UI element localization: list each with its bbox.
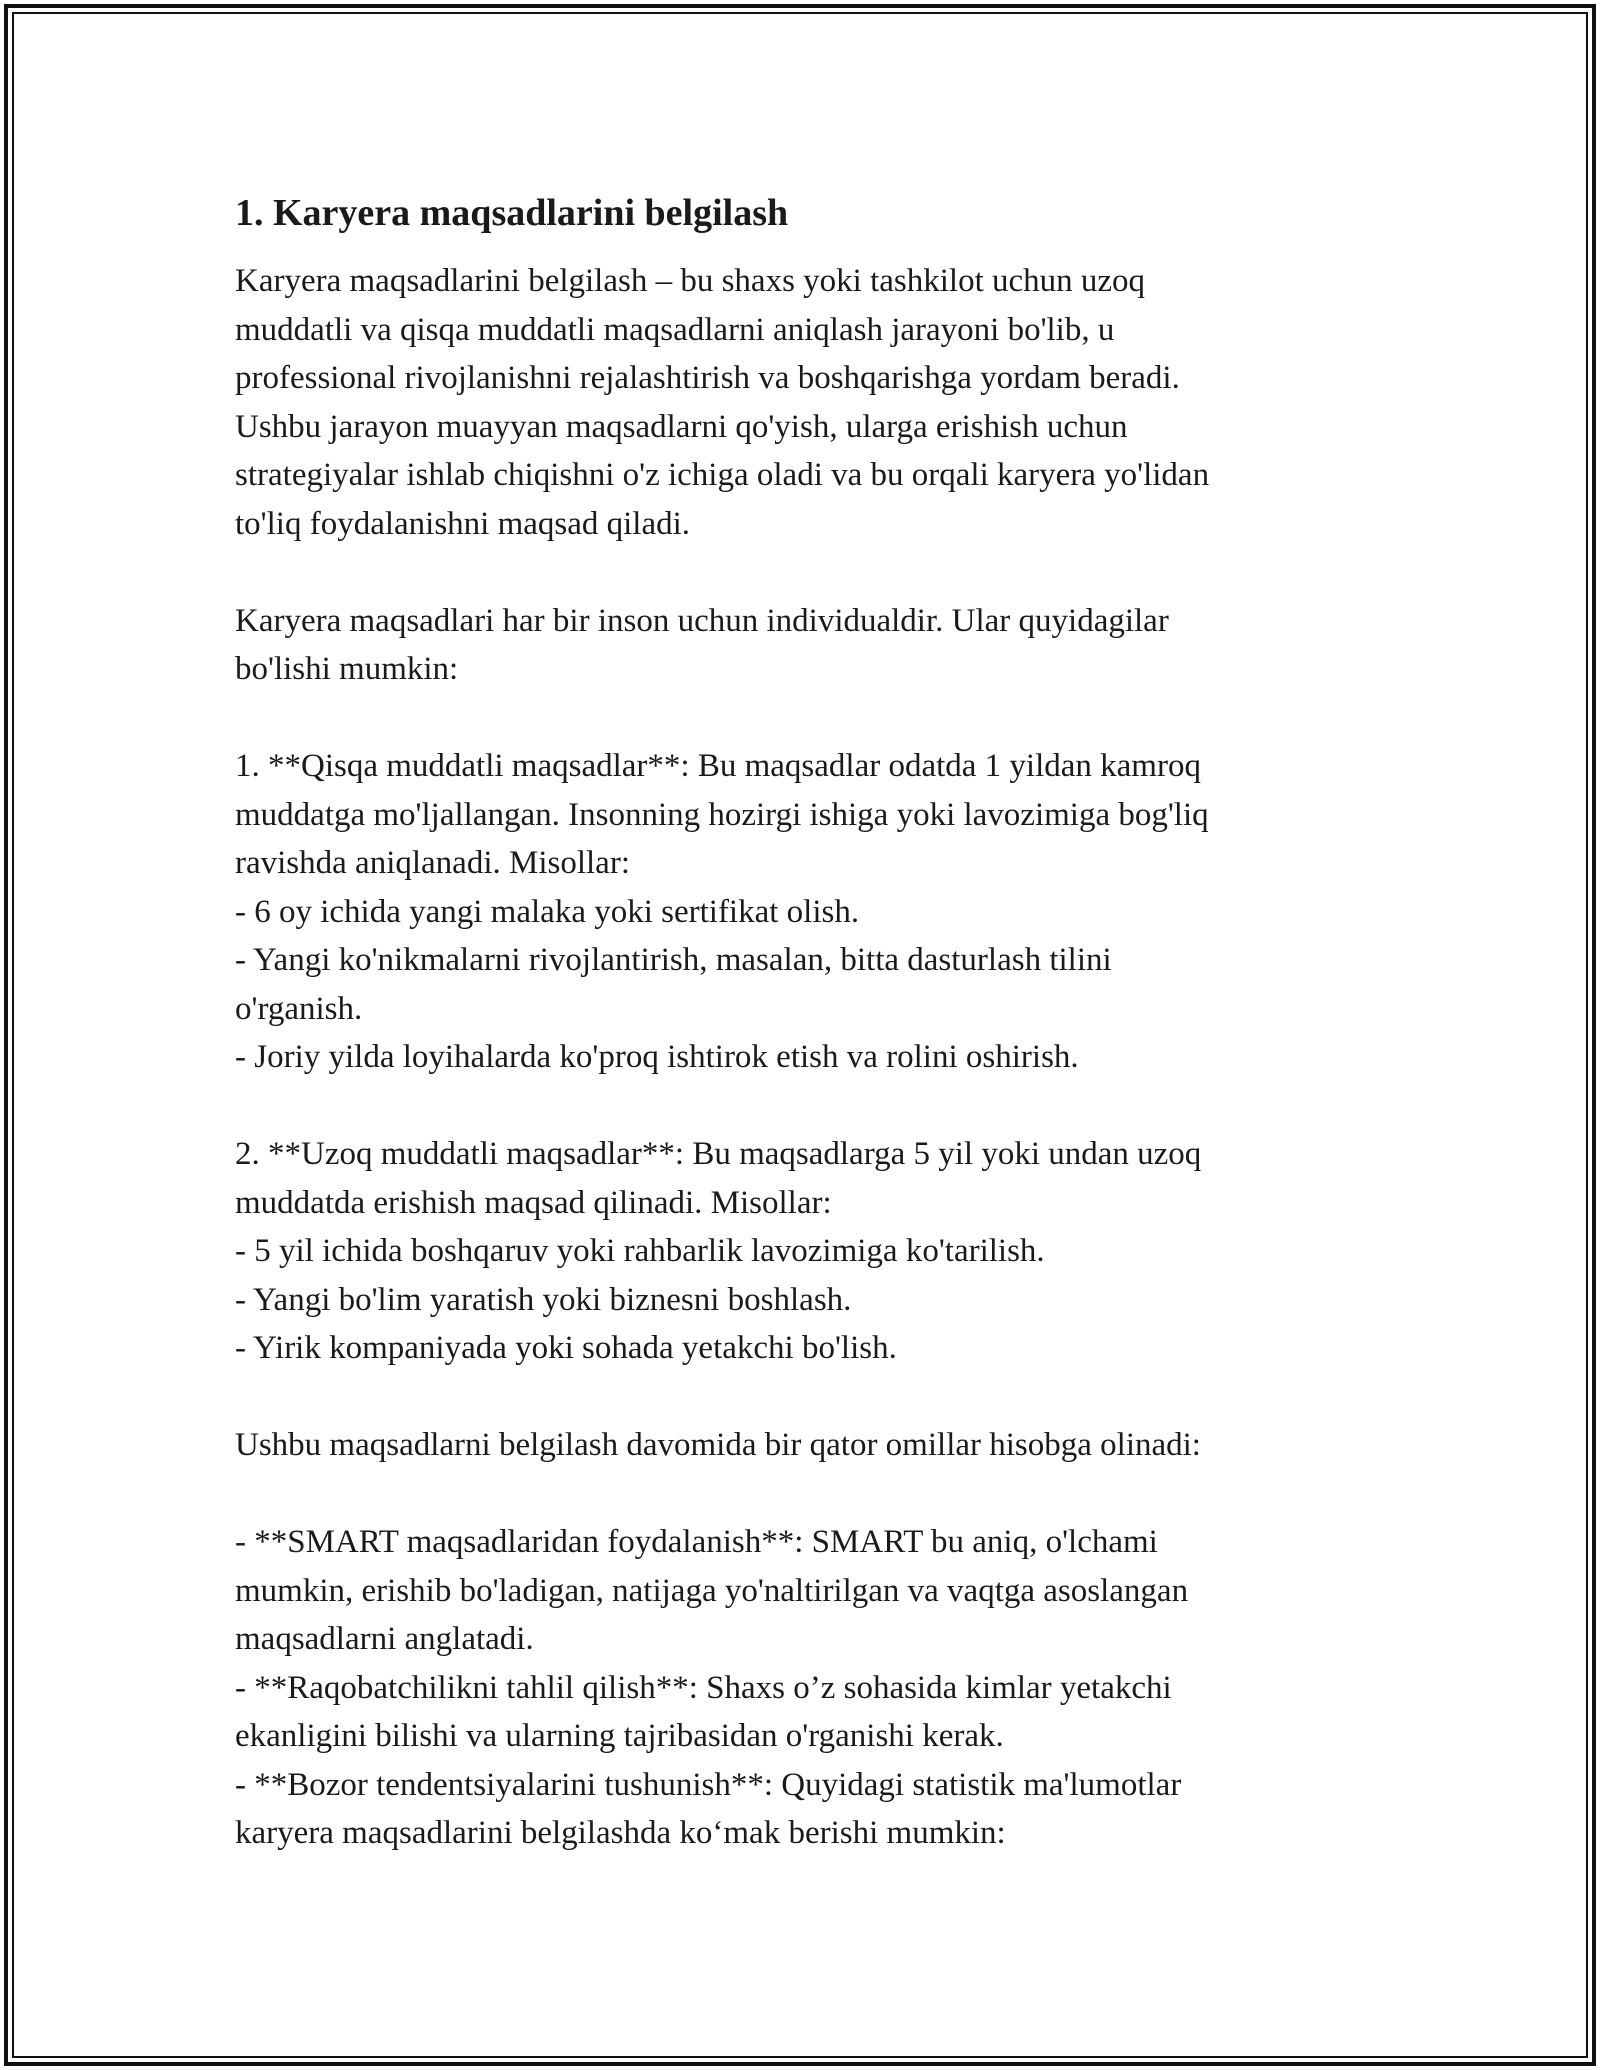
paragraph-gap [235, 694, 1365, 743]
paragraph-gap [235, 1082, 1365, 1131]
section-heading: 1. Karyera maqsadlarini belgilash [235, 192, 789, 234]
paragraph-gap [235, 1470, 1365, 1519]
paragraph-gap [235, 1373, 1365, 1422]
paragraph-factors-intro: Ushbu maqsadlarni belgilash davomida bir qator omillar hisobga olinadi: [235, 1427, 1201, 1463]
paragraph-factors-list: - **SMART maqsadlaridan foydalanish**: SMART bu aniq, o'lchami mumkin, erishib bo'ladigan, natijaga yo'naltirilgan va vaqtga asoslangan maqsadlarni anglatadi. - **Raqobatchilikni tahlil qilish**: Shaxs o’z sohasida kimlar yetakchi ekanligini bilishi va ularning tajribasidan o'rganishi kerak. - **Bozor tendentsiyalarini tushunish**: Quyidagi statistik ma'lumotlar karyera maqsadlarini belgilashda ko‘mak berishi mumkin: [235, 1524, 1189, 1851]
paragraph-individual: Karyera maqsadlari har bir inson uchun individualdir. Ular quyidagilar bo'lishi mumkin: [235, 602, 1169, 687]
paragraph-intro: Karyera maqsadlarini belgilash – bu shaxs yoki tashkilot uchun uzoq muddatli va qisqa muddatli maqsadlarni aniqlash jarayoni bo'lib, u professional rivojlanishni rejalashtirish va boshqarishga yordam beradi. Ushbu jarayon muayyan maqsadlarni qo'yish, ularga erishish uchun strategiyalar ishlab chiqishni o'z ichiga oladi va bu orqali karyera yo'lidan to'liq foydalanishni maqsad qiladi. [235, 263, 1210, 542]
paragraph-gap [235, 548, 1365, 597]
document-body [235, 188, 1365, 1858]
paragraph-long-term-goals: 2. **Uzoq muddatli maqsadlar**: Bu maqsadlarga 5 yil yoki undan uzoq muddatda erishish maqsad qilinadi. Misollar: - 5 yil ichida boshqaruv yoki rahbarlik lavozimiga ko'tarilish. - Yangi bo'lim yaratish yoki biznesni boshlash. - Yirik kompaniyada yoki sohada yetakchi bo'lish. [235, 1136, 1202, 1366]
paragraph-short-term-goals: 1. **Qisqa muddatli maqsadlar**: Bu maqsadlar odatda 1 yildan kamroq muddatga mo'ljallangan. Insonning hozirgi ishiga yoki lavozimiga bog'liq ravishda aniqlanadi. Misollar: - 6 oy ichida yangi malaka yoki sertifikat olish. - Yangi ko'nikmalarni rivojlantirish, masalan, bitta dasturlash tilini o'rganish. - Joriy yilda loyihalarda ko'proq ishtirok etish va rolini oshirish. [235, 748, 1209, 1075]
